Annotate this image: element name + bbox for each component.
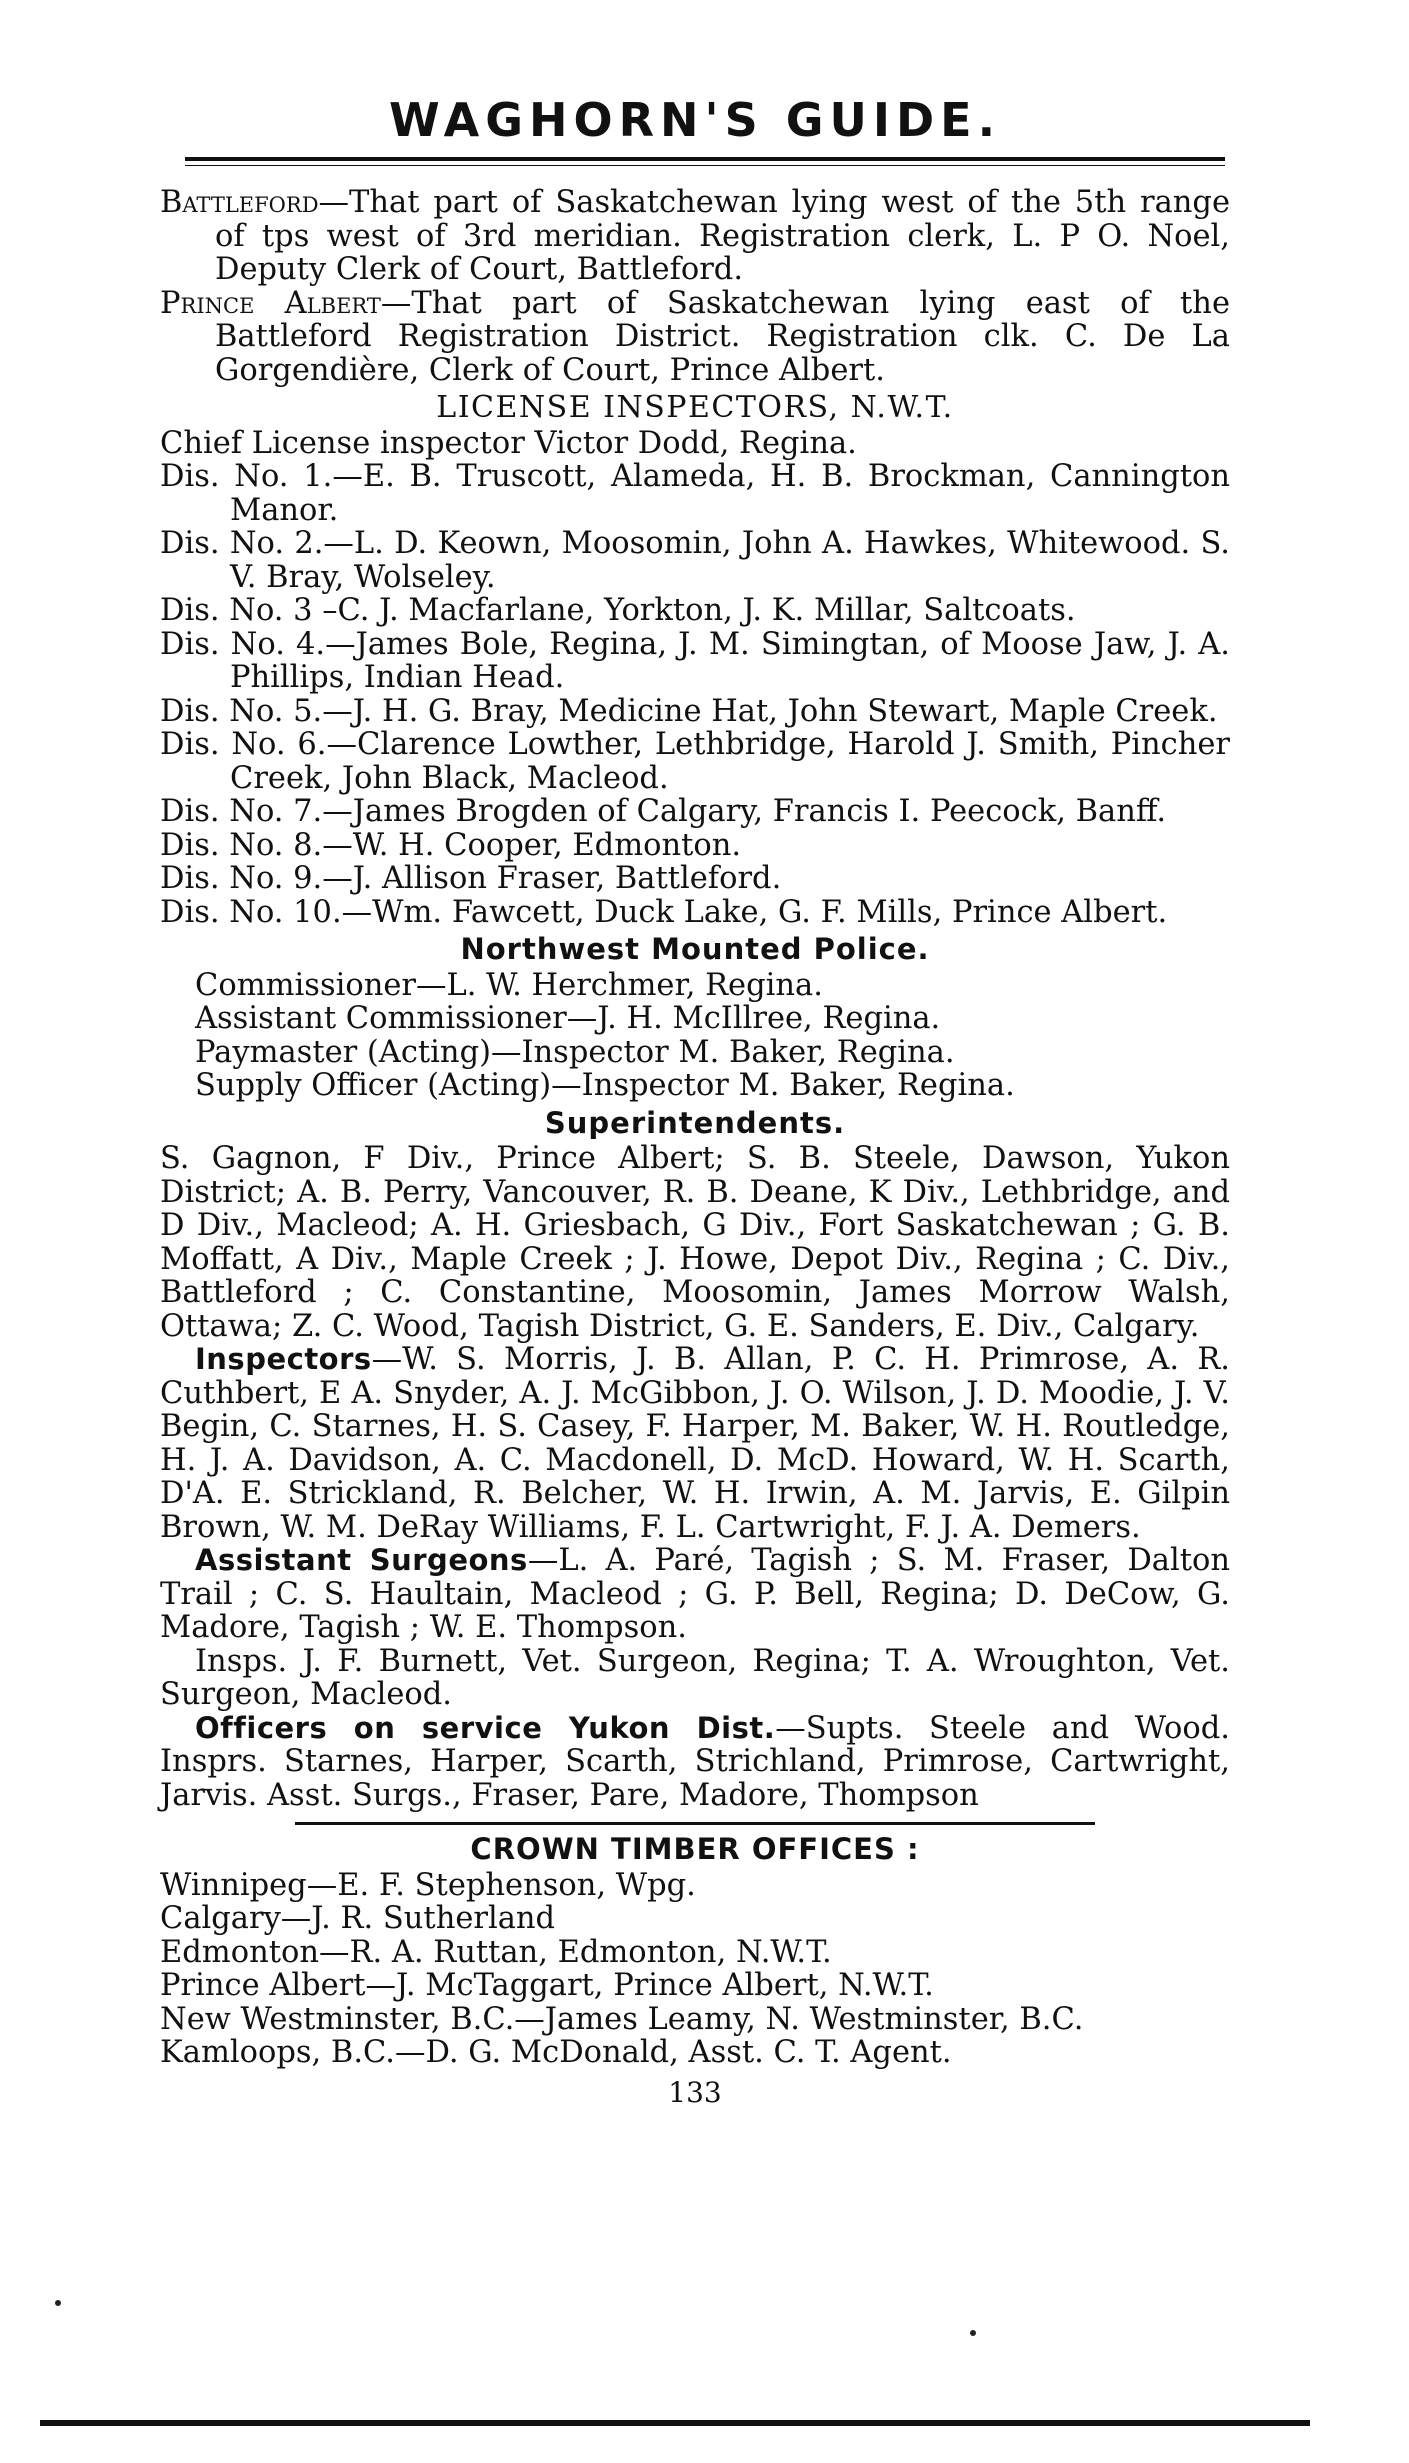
section-divider [295,1822,1095,1825]
police-officer: Assistant Commissioner—J. H. McIllree, Regina. [195,1001,941,1036]
print-speck [970,2330,976,2336]
page-header: WAGHORN'S GUIDE. [388,93,1002,147]
timber-office: Kamloops, B.C.—D. G. McDonald, Asst. C. T. Agent. [160,2035,952,2070]
inspectors-label: Inspectors [195,1342,372,1376]
registration-district: Prince Albert [160,285,381,321]
license-district: Dis. No. 7.—James Brogden of Calgary, Francis I. Peecock, Banff. [160,794,1167,829]
print-speck [55,2300,61,2306]
surgeons-paragraph [160,1544,1230,1645]
timber-office: Winnipeg—E. F. Stephenson, Wpg. [160,1867,696,1903]
timber-office: Edmonton—R. A. Ruttan, Edmonton, N.W.T. [160,1934,832,1970]
license-district: Dis. No. 4.—James Bole, Regina, J. M. Simingtan, of Moose Jaw, J. A. Phillips, Indian Head. [160,626,1230,695]
timber-office: New Westminster, B.C.—James Leamy, N. Westminster, B.C. [160,2001,1084,2037]
registration-text: —That part of Saskatchewan lying east of the Battleford Registration District. Registration clk. C. De La Gorgendière, Clerk of Court, Prince Albert. [215,285,1231,388]
police-officer: Commissioner—L. W. Herchmer, Regina. [195,967,823,1003]
license-district: Dis. No. 6.—Clarence Lowther, Lethbridge, Harold J. Smith, Pincher Creek, John Black, Macleod. [160,727,1230,796]
surgeons-label: Assistant Surgeons [195,1543,528,1577]
vet-surgeons-text: Insps. J. F. Burnett, Vet. Surgeon, Regina; T. A. Wroughton, Vet. Surgeon, Macleod. [160,1643,1230,1712]
page-number: 133 [668,2075,722,2109]
registration-entry [160,287,1230,388]
header-rule [185,157,1225,161]
registration-district: Battleford [160,185,319,220]
registration-section [160,186,1230,2109]
inspectors-text: —W. S. Morris, J. B. Allan, P. C. H. Primrose, A. R. Cuthbert, E A. Snyder, A. J. McGibbon, J. O. Wilson, J. D. Moodie, J. V. Begin, C. Starnes, H. S. Casey, F. Harper, M. Baker, W. H. Routledge, H. J. A. Davidson, A. C. Macdonell, D. McD. Howard, W. H. Scarth, D'A. E. Strickland, R. Belcher, W. H. Irwin, A. M. Jarvis, E. Gilpin Brown, W. M. DeRay Williams, F. L. Cartwright, F. J. A. Demers. [160,1342,1230,1545]
timber-office: Calgary—J. R. Sutherland [160,1901,556,1936]
license-heading: LICENSE INSPECTORS, N.W.T. [436,390,954,425]
timber-heading: CROWN TIMBER OFFICES : [470,1832,920,1866]
police-heading: Northwest Mounted Police. [460,932,930,966]
yukon-text: —Supts. Steele and Wood. Insprs. Starnes, Harper, Scarth, Strichland, Primrose, Cartwright, Jarvis. Asst. Surgs., Fraser, Pare, Madore, Thompson [160,1710,1230,1813]
registration-entry [160,186,1230,287]
page-content [160,95,1230,2109]
timber-office: Prince Albert—J. McTaggart, Prince Albert, N.W.T. [160,1968,934,2003]
yukon-label: Officers on service Yukon Dist. [195,1710,776,1745]
license-district: Dis. No. 3 –C. J. Macfarlane, Yorkton, J. K. Millar, Saltcoats. [160,593,1076,628]
surgeons-text: —L. A. Paré, Tagish ; S. M. Fraser, Dalton Trail ; C. S. Haultain, Macleod ; G. P. Bell, Regina; D. DeCow, G. Madore, Tagish ; W. E. Thompson. [160,1543,1231,1645]
license-district: Dis. No. 5.—J. H. G. Bray, Medicine Hat, John Stewart, Maple Creek. [160,693,1218,729]
registration-text: —That part of Saskatchewan lying west of the 5th range of tps west of 3rd meridian. Registration clerk, L. P O. Noel, Deputy Clerk of Court, Battleford. [215,185,1230,287]
police-officer: Paymaster (Acting)—Inspector M. Baker, Regina. [195,1034,955,1070]
police-officer: Supply Officer (Acting)—Inspector M. Baker, Regina. [195,1068,1015,1103]
superintendents-heading: Superintendents. [544,1105,846,1140]
inspectors-paragraph [160,1343,1230,1544]
license-district: Dis. No. 1.—E. B. Truscott, Alameda, H. B. Brockman, Cannington Manor. [160,459,1230,528]
license-district: Dis. No. 9.—J. Allison Fraser, Battleford. [160,861,782,896]
license-district: Dis. No. 8.—W. H. Cooper, Edmonton. [160,827,742,863]
chief-license-inspector: Chief License inspector Victor Dodd, Regina. [160,425,857,461]
license-district: Dis. No. 2.—L. D. Keown, Moosomin, John A. Hawkes, Whitewood. S. V. Bray, Wolseley. [160,526,1230,595]
yukon-paragraph [160,1712,1230,1813]
license-district: Dis. No. 10.—Wm. Fawcett, Duck Lake, G. F. Mills, Prince Albert. [160,894,1168,930]
header-rule-thin [185,165,1225,166]
bottom-rule [40,2420,1310,2426]
superintendents-text: S. Gagnon, F Div., Prince Albert; S. B. Steele, Dawson, Yukon District; A. B. Perry, Vancouver, R. B. Deane, K Div., Lethbridge, and D Div., Macleod; A. H. Griesbach, G Div., Fort Saskatchewan ; G. B. Moffatt, A Div., Maple Creek ; J. Howe, Depot Div., Regina ; C. Div., Battleford ; C. Constantine, Moosomin, James Morrow Walsh, Ottawa; Z. C. Wood, Tagish District, G. E. Sanders, E. Div., Calgary. [160,1141,1230,1344]
